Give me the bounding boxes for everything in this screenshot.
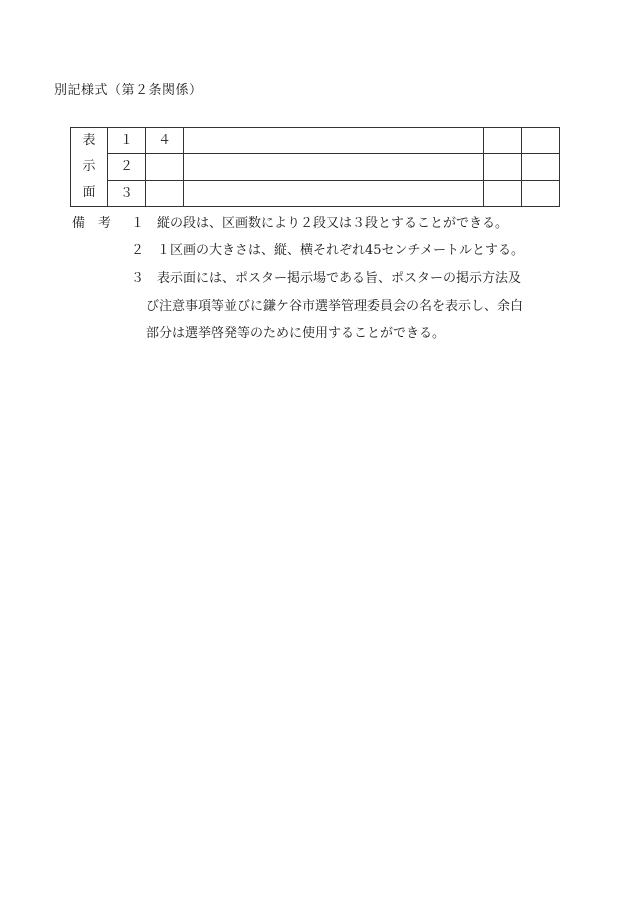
remark-text: １区画の大きさは、縦、横それぞれ45センチメートルとする。 — [157, 243, 525, 258]
table-row — [71, 128, 560, 154]
blank-cell — [184, 154, 484, 180]
row-number-cell: １ — [108, 128, 146, 154]
side-label-char: 表 — [82, 133, 96, 148]
blank-cell — [184, 128, 484, 154]
remark-text: 表示面には、ポスター掲示場である旨、ポスターの掲示方法及 — [157, 271, 522, 286]
row-number-cell: ３ — [108, 180, 146, 206]
table-row — [71, 154, 560, 180]
page-title: 別記様式（第２条関係） — [54, 83, 203, 98]
remark-text: 縦の段は、区画数により２段又は３段とすることができる。 — [157, 216, 509, 231]
side-label-cell — [71, 128, 108, 207]
blank-cell — [484, 180, 522, 206]
blank-cell — [522, 180, 560, 206]
table-row — [71, 180, 560, 206]
blank-cell — [484, 128, 522, 154]
remarks-label: 備 考 — [72, 216, 112, 231]
side-label-char: 示 — [82, 159, 96, 174]
section-number-cell — [146, 180, 184, 206]
remark-number: ２ — [131, 243, 145, 258]
blank-cell — [522, 128, 560, 154]
remark-number: １ — [131, 216, 145, 231]
section-number-cell: ４ — [146, 128, 184, 154]
remark-number: ３ — [131, 271, 145, 286]
blank-cell — [522, 154, 560, 180]
poster-board-table — [70, 127, 560, 207]
side-label-char: 面 — [82, 185, 96, 200]
blank-cell — [184, 180, 484, 206]
blank-cell — [484, 154, 522, 180]
remark-text: 部分は選挙啓発等のために使用することができる。 — [146, 326, 446, 341]
row-number-cell: ２ — [108, 154, 146, 180]
section-number-cell — [146, 154, 184, 180]
remark-text: び注意事項等並びに鎌ケ谷市選挙管理委員会の名を表示し、余白 — [146, 299, 524, 314]
